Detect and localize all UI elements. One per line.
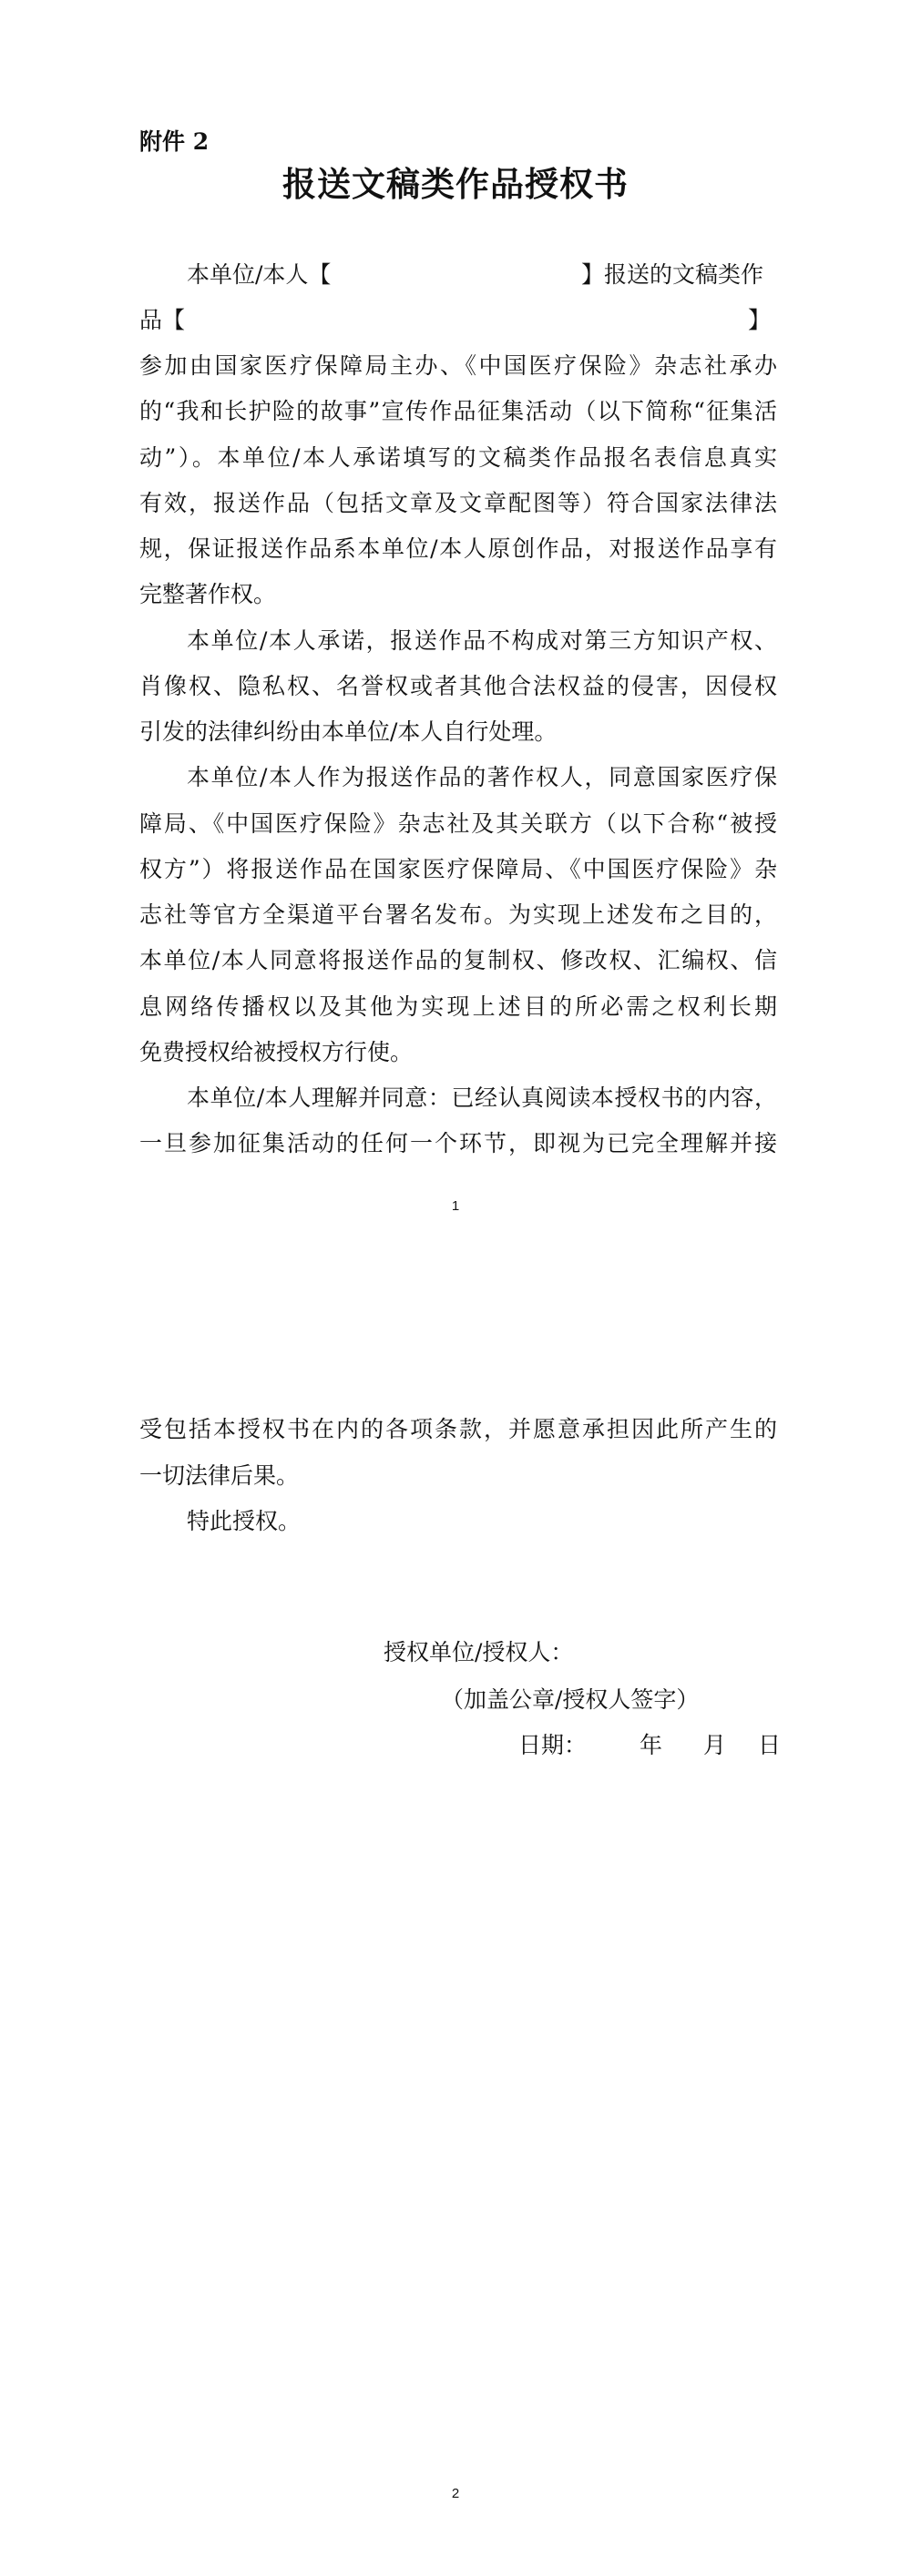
para1-line6: 有效，报送作品（包括文章及文章配图等）符合国家法律法 xyxy=(139,490,777,516)
day-label: 日 xyxy=(758,1732,782,1758)
page-number-1: 1 xyxy=(451,1198,460,1214)
para3-line4: 志社等官方全渠道平台署名发布。为实现上述发布之目的， xyxy=(139,901,777,928)
para3-line6: 息网络传播权以及其他为实现上述目的所必需之权利长期 xyxy=(139,993,777,1020)
para1-line2-right: 】 xyxy=(748,307,772,333)
para4-cont-line2: 一切法律后果。 xyxy=(139,1462,300,1489)
para3-line3: 权方”）将报送作品在国家医疗保障局、《中国医疗保险》杂 xyxy=(139,856,777,882)
para1-line3: 参加由国家医疗保障局主办、《中国医疗保险》杂志社承办 xyxy=(139,352,777,379)
para3-line7: 免费授权给被授权方行使。 xyxy=(139,1039,414,1065)
authorizer-label: 授权单位/授权人： xyxy=(384,1639,574,1665)
month-label: 月 xyxy=(703,1732,727,1758)
para1-line1-right: 】报送的文稿类作 xyxy=(581,261,764,288)
para3-line5: 本单位/本人同意将报送作品的复制权、修改权、汇编权、信 xyxy=(139,947,777,973)
para3-line1: 本单位/本人作为报送作品的著作权人，同意国家医疗保 xyxy=(187,764,777,790)
attachment-label: 附件 2 xyxy=(139,128,210,155)
closing-text: 特此授权。 xyxy=(187,1508,302,1534)
para1-line7: 规，保证报送作品系本单位/本人原创作品，对报送作品享有 xyxy=(139,535,777,562)
para4-line1: 本单位/本人理解并同意：已经认真阅读本授权书的内容， xyxy=(187,1084,777,1111)
seal-note: （加盖公章/授权人签字） xyxy=(441,1686,700,1713)
para1-line2-left: 品【 xyxy=(139,307,186,333)
year-label: 年 xyxy=(640,1732,663,1758)
date-line xyxy=(518,1727,781,1760)
date-label: 日期： xyxy=(518,1732,588,1758)
para2-line1: 本单位/本人承诺，报送作品不构成对第三方知识产权、 xyxy=(187,627,777,654)
para1-line4: 的“我和长护险的故事”宣传作品征集活动（以下简称“征集活 xyxy=(139,398,777,424)
para2-line2: 肖像权、隐私权、名誉权或者其他合法权益的侵害，因侵权 xyxy=(139,673,777,699)
para1-line8: 完整著作权。 xyxy=(139,581,277,607)
para4-cont-line1: 受包括本授权书在内的各项条款，并愿意承担因此所产生的 xyxy=(139,1416,777,1442)
para1-line5: 动”）。本单位/本人承诺填写的文稿类作品报名表信息真实 xyxy=(139,444,777,471)
document-title: 报送文稿类作品授权书 xyxy=(282,164,629,204)
page-number-2: 2 xyxy=(451,2486,460,2501)
para2-line3: 引发的法律纠纷由本单位/本人自行处理。 xyxy=(139,718,558,745)
para4-line2: 一旦参加征集活动的任何一个环节，即视为已完全理解并接 xyxy=(139,1130,777,1156)
para1-line1-left: 本单位/本人【 xyxy=(187,261,332,288)
para3-line2: 障局、《中国医疗保险》杂志社及其关联方（以下合称“被授 xyxy=(139,810,777,837)
